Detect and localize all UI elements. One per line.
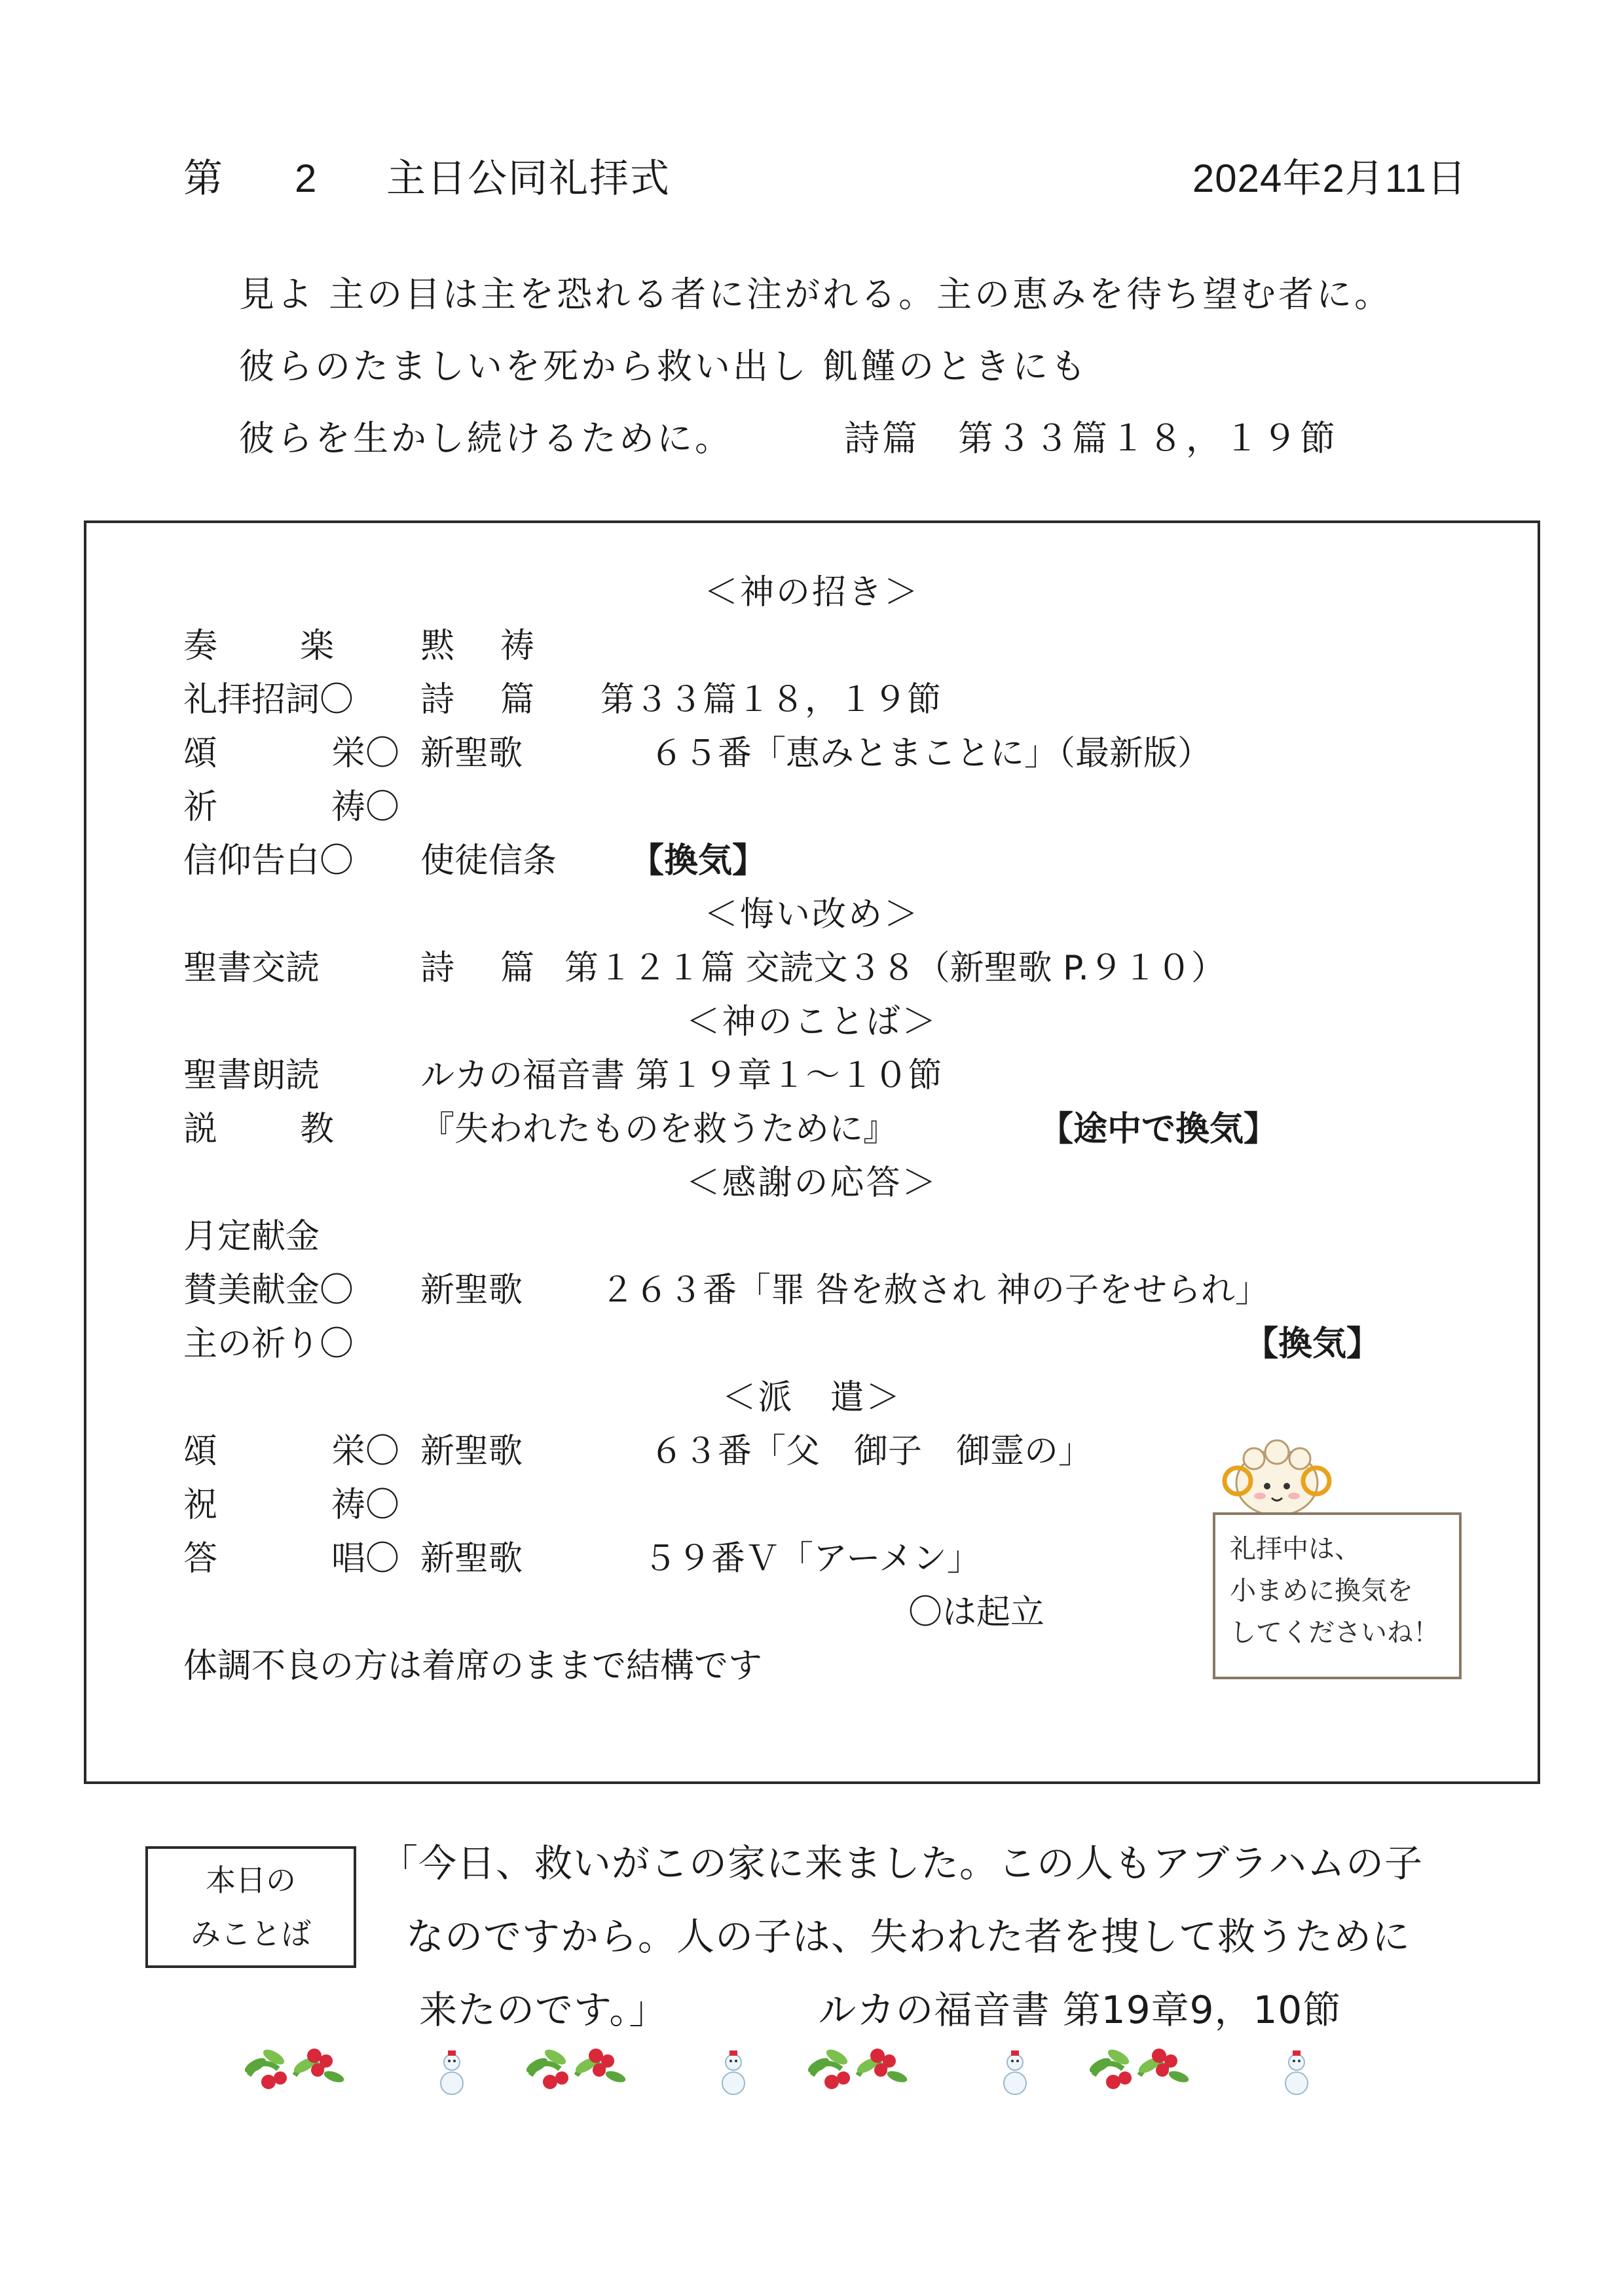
note-line-3: してくださいね！ xyxy=(1230,1618,1439,1648)
row-detail: ５９番Ｖ「アーメン」 xyxy=(643,1539,981,1578)
note-line-2: 小まめに換気を xyxy=(1230,1576,1413,1606)
row-label: 答 唱〇 xyxy=(183,1539,399,1578)
row-label: 頌 栄〇 xyxy=(183,734,399,773)
row-content: ルカの福音書 第１９章１～１０節 xyxy=(420,1056,942,1095)
snowman-icon xyxy=(1004,2050,1026,2094)
todays-word-label-2: みことば xyxy=(191,1916,311,1952)
row-label: 月定献金 xyxy=(183,1217,320,1256)
row-detail: ６５番「恵みとまことに」（最新版） xyxy=(650,734,1212,773)
row-content: 詩 篇 xyxy=(420,680,535,720)
row-label: 祝 祷〇 xyxy=(183,1485,399,1525)
row-sermon xyxy=(86,1102,1538,1156)
word-reference: ルカの福音書 第19章9，10節 xyxy=(818,1988,1342,2032)
word-line-3: 来たのです。」 ルカの福音書 第19章9，10節 xyxy=(419,1988,1342,2032)
row-content: 黙 祷 xyxy=(420,627,535,666)
row-detail: ６３番「父 御子 御霊の」 xyxy=(650,1432,1093,1471)
service-date: 2024年2月11日 xyxy=(1192,156,1467,200)
decorative-border xyxy=(242,2030,1356,2115)
snowman-icon xyxy=(441,2050,463,2094)
row-detail: 第１２１篇 交読文３８（新聖歌 P.９１０） xyxy=(564,949,1225,988)
snowman-icon xyxy=(722,2050,745,2094)
ventilation-tag: 【換気】 xyxy=(630,841,767,881)
row-label: 賛美献金〇 xyxy=(183,1271,354,1310)
row-prelude xyxy=(86,619,1538,673)
row-responsive-reading xyxy=(86,941,1538,995)
section-thanksgiving: ＜感謝の応答＞ xyxy=(686,1163,938,1203)
row-call-to-worship xyxy=(86,673,1538,727)
row-content: 新聖歌 xyxy=(420,1271,523,1310)
row-detail: ２６３番「罪 咎を赦され 神の子をせられ」 xyxy=(600,1271,1270,1310)
row-label: 聖書交読 xyxy=(183,949,320,988)
row-content: 詩 篇 xyxy=(420,949,535,988)
berry-icon xyxy=(242,2047,345,2089)
ventilation-tag: 【換気】 xyxy=(1244,1324,1380,1364)
sheep-icon xyxy=(1218,1434,1336,1519)
snowman-icon xyxy=(1285,2050,1308,2094)
todays-word-text xyxy=(380,1827,1506,2047)
row-detail: 第３３篇１８，１９節 xyxy=(600,680,942,720)
ventilation-note xyxy=(1213,1512,1462,1679)
section-word: ＜神のことば＞ xyxy=(686,1002,938,1042)
section-sending: ＜派 遣＞ xyxy=(722,1378,902,1417)
row-content: 使徒信条 xyxy=(420,841,557,881)
health-note: 体調不良の方は着席のままで結構です xyxy=(183,1647,763,1686)
berry-icon xyxy=(524,2047,627,2089)
row-content: 新聖歌 xyxy=(420,1539,523,1578)
word-line-2: なのですから。人の子は、失われた者を捜して救うために xyxy=(406,1914,1411,1959)
service-title: 主日公同礼拝式 xyxy=(386,156,671,202)
row-label: 祈 祷〇 xyxy=(183,788,399,827)
ventilation-tag: 【途中で換気】 xyxy=(1039,1110,1278,1149)
row-content: 新聖歌 xyxy=(420,734,523,773)
row-doxology-1 xyxy=(86,727,1538,780)
row-label: 説 教 xyxy=(183,1110,334,1149)
section-repentance: ＜悔い改め＞ xyxy=(703,895,920,934)
note-line-1: 礼拝中は、 xyxy=(1230,1534,1361,1564)
row-label: 奏 楽 xyxy=(183,627,334,666)
row-label: 頌 栄〇 xyxy=(183,1432,399,1471)
row-label: 礼拝招詞〇 xyxy=(183,680,354,720)
row-label: 主の祈り〇 xyxy=(183,1324,354,1364)
header-dai: 第 xyxy=(183,156,223,202)
verse-reference: 詩篇 第３３篇１８，１９節 xyxy=(844,418,1338,459)
row-prayer xyxy=(86,780,1538,834)
todays-word-label xyxy=(145,1846,356,1968)
row-content: 新聖歌 xyxy=(420,1432,523,1471)
berry-icon xyxy=(1087,2047,1190,2089)
section-invitation: ＜神の招き＞ xyxy=(703,573,920,612)
todays-word-label-1: 本日の xyxy=(206,1863,296,1898)
row-content: 『失われたものを救うために』 xyxy=(420,1110,898,1149)
stand-note: 〇は起立 xyxy=(908,1593,1045,1632)
berry-icon xyxy=(805,2047,908,2089)
verse-line-2: 彼らのたましいを死から救い出し 飢饉のときにも xyxy=(239,346,1089,387)
verse-line-3-text: 彼らを生かし続けるために。 xyxy=(239,418,733,459)
row-praise-offering xyxy=(86,1264,1538,1317)
row-creed xyxy=(86,834,1538,888)
row-label: 聖書朗読 xyxy=(183,1056,320,1095)
word-line-1: 「今日、救いがこの家に来ました。この人もアブラハムの子 xyxy=(380,1841,1424,1886)
verse-line-1: 見よ 主の目は主を恐れる者に注がれる。主の恵みを待ち望む者に。 xyxy=(239,274,1393,315)
row-monthly-offering xyxy=(86,1210,1538,1264)
verse-line-3 xyxy=(239,403,1483,475)
opening-verse xyxy=(239,259,1483,475)
service-number: 2 xyxy=(295,156,317,200)
row-scripture-reading xyxy=(86,1049,1538,1102)
row-lords-prayer xyxy=(86,1317,1538,1371)
bulletin-header xyxy=(183,149,1467,208)
row-label: 信仰告白〇 xyxy=(183,841,354,881)
